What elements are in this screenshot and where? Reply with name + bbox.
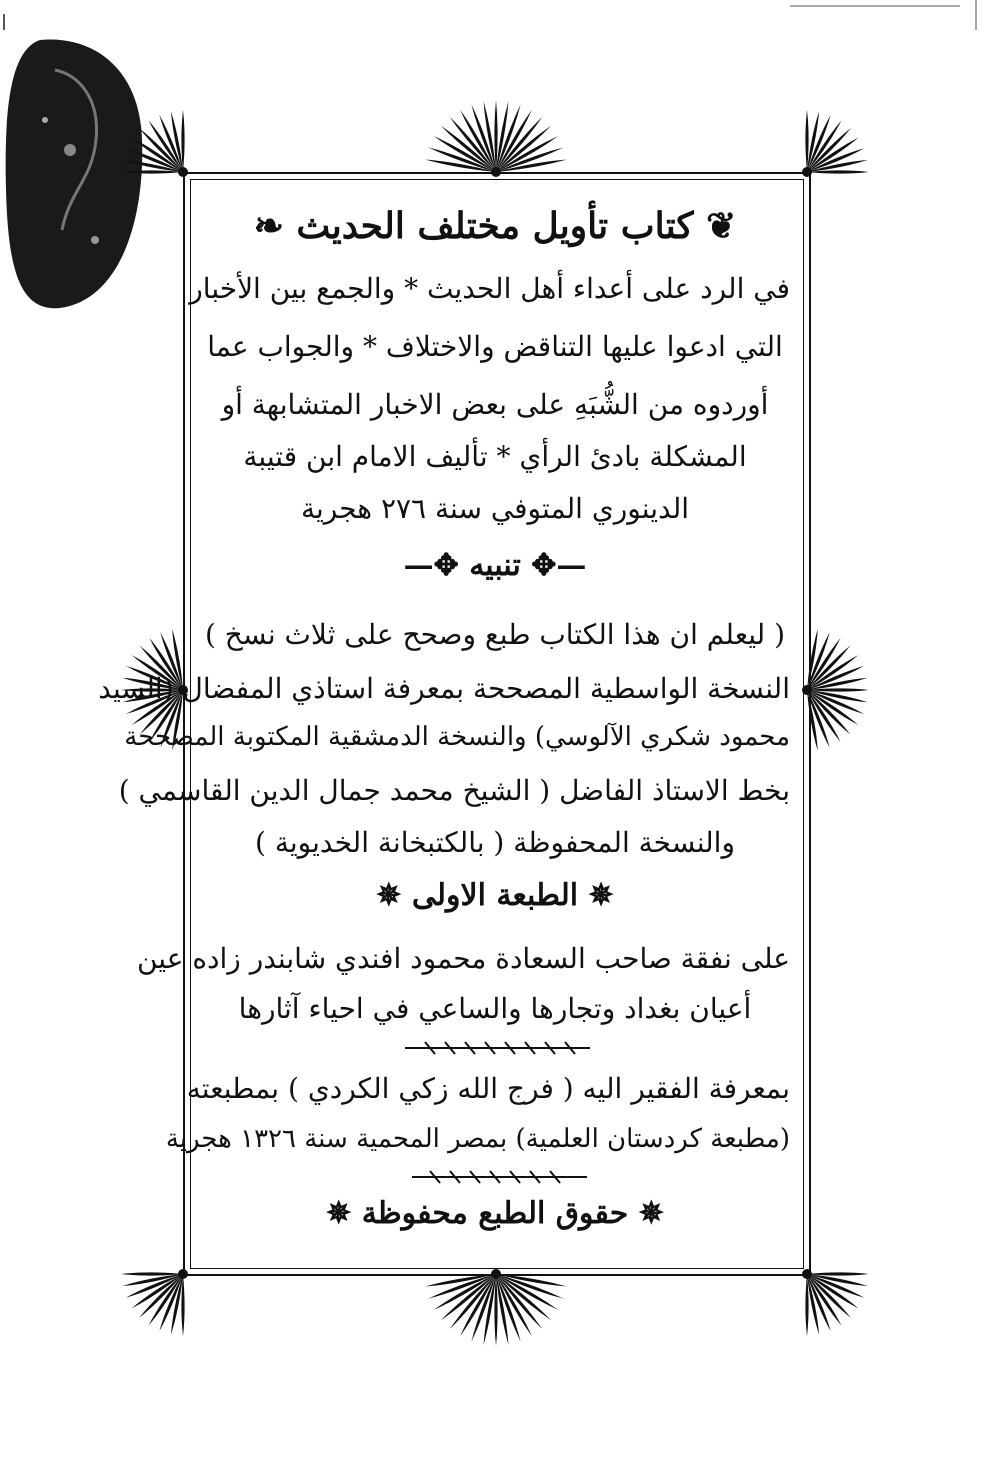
star-ornament-right: ✵: [578, 878, 614, 913]
edition-label: ✵ الطبعة الاولى ✵: [376, 878, 614, 913]
fan-ornament-top: [425, 100, 567, 177]
fan-ornament-right: [802, 629, 869, 751]
notice-line-1: ( ليعلم ان هذا الكتاب طبع وصحح على ثلاث نسخ ): [204, 618, 786, 651]
notice-line-3: محمود شكري الآلوسي) والنسخة الدمشقية المكتوبة المصححة: [124, 722, 790, 752]
description-line-1: في الرد على أعداء أهل الحديث * والجمع بين الأخبار: [189, 272, 790, 305]
description-line-2: التي ادعوا عليها التناقض والاختلاف * والجواب عما: [207, 330, 783, 363]
fan-ornament-top-left: [121, 110, 188, 177]
decorative-rule: [405, 1038, 590, 1058]
knot-ornament-left: ✥—: [403, 548, 470, 583]
knot-ornament-right: —✥: [520, 548, 587, 583]
printer-line-1: بمعرفة الفقير اليه ( فرج الله زكي الكردي ) بمطبعته: [186, 1072, 790, 1105]
star-ornament-left: ✵: [326, 1196, 362, 1231]
sponsor-line-2: أعيان بغداد وتجارها والساعي في احياء آثارها: [238, 992, 752, 1025]
decorative-rule: [412, 1168, 587, 1186]
rights-notice: ✵ حقوق الطبع محفوظة ✵: [326, 1196, 664, 1231]
fan-ornament-bottom-right: [802, 1269, 869, 1336]
star-ornament-right: ✵: [628, 1196, 664, 1231]
scroll-ornament-left: ❧: [253, 205, 297, 247]
description-line-4: المشكلة بادئ الرأي * تأليف الامام ابن قتيبة: [243, 440, 747, 473]
page-title: ❦ كتاب تأويل مختلف الحديث ❧: [253, 205, 737, 247]
printer-line-2: (مطبعة كردستان العلمية) بمصر المحمية سنة ١٣٢٦ هجرية: [165, 1124, 790, 1154]
notice-line-2: النسخة الواسطية المصححة بمعرفة استاذي المفضال (السيد: [98, 672, 790, 705]
notice-line-5: والنسخة المحفوظة ( بالكتبخانة الخديوية ): [255, 826, 735, 859]
fan-ornament-bottom-left: [121, 1269, 188, 1336]
fan-ornament-top-right: [802, 110, 869, 177]
fan-ornament-bottom: [425, 1269, 567, 1346]
notice-line-4: بخط الاستاذ الفاضل ( الشيخ محمد جمال الدين القاسمي ): [118, 774, 790, 807]
description-line-5: الدينوري المتوفي سنة ٢٧٦ هجرية: [300, 492, 690, 525]
sponsor-line-1: على نفقة صاحب السعادة محمود افندي شابندر زاده عين: [136, 942, 790, 975]
description-line-3: أوردوه من الشُّبَهِ على بعض الاخبار المتشابهة أو: [221, 388, 769, 421]
scroll-ornament-right: ❦: [693, 205, 737, 247]
notice-heading: —✥ تنبيه ✥—: [403, 548, 587, 583]
star-ornament-left: ✵: [376, 878, 412, 913]
